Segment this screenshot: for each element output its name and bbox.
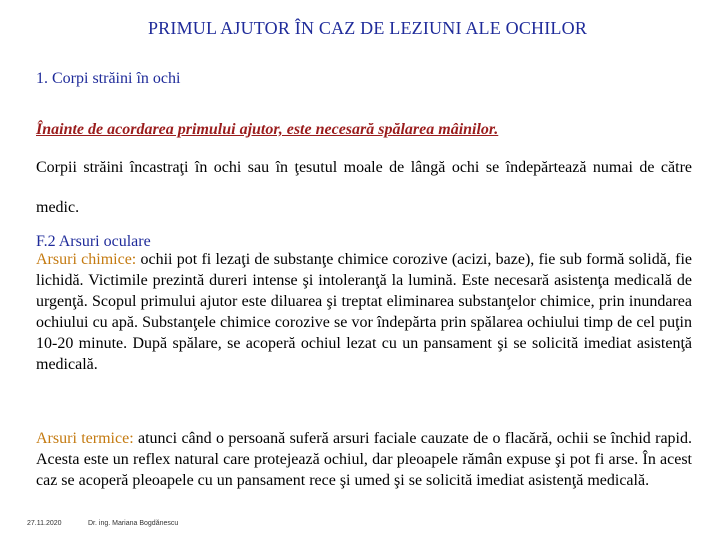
slide-title: PRIMUL AJUTOR ÎN CAZ DE LEZIUNI ALE OCHILOR (147, 18, 588, 38)
footer-date: 27.11.2020 (27, 520, 62, 527)
thermal-burns-text: atunci când o persoană suferă arsuri faciale cauzate de o flacără, ochii se închid rapid. Acesta este un reflex natural care protejează ochiul, dar pleoapele rămân expuse şi pot fi arse. În acest caz se acoperă pleoapele cu un pansament rece şi umed şi se solicită imediat asistenţă medicală. (36, 430, 693, 489)
chemical-burns-term: Arsuri chimice: (36, 251, 137, 268)
chemical-burns-paragraph (36, 249, 692, 375)
thermal-burns-term: Arsuri termice: (36, 430, 134, 447)
foreign-bodies-paragraph: Corpii străini încastraţi în ochi sau în ţesutul moale de lângă ochi se îndepărtează numai de către medic. (36, 159, 692, 216)
chemical-burns-text: ochii pot fi lezaţi de substanţe chimice corozive (acizi, baze), fie sub formă solidă, fie lichidă. Victimile prezintă dureri intense şi intoleranţă la lumină. Este necesară asistenţa medicală de urgenţă. Scopul primului ajutor este diluarea şi treptat eliminarea substanţelor chimice, prin inundarea ochiului cu apă. Substanţele chimice corozive se vor îndepărta prin spălarea ochiului timp de cel puţin 10-20 minute. După spălare, se acoperă ochiul lezat cu un pansament şi se solicită imediat asistenţă medicală. (36, 251, 692, 373)
section-heading-foreign-bodies: 1. Corpi străini în ochi (36, 70, 181, 87)
section-heading-eye-burns: F.2 Arsuri oculare (36, 233, 151, 250)
hand-washing-warning: Înainte de acordarea primului ajutor, este necesară spălarea mâinilor. (36, 121, 499, 138)
thermal-burns-paragraph (36, 428, 692, 491)
footer-author: Dr. ing. Mariana Bogdănescu (88, 520, 179, 527)
